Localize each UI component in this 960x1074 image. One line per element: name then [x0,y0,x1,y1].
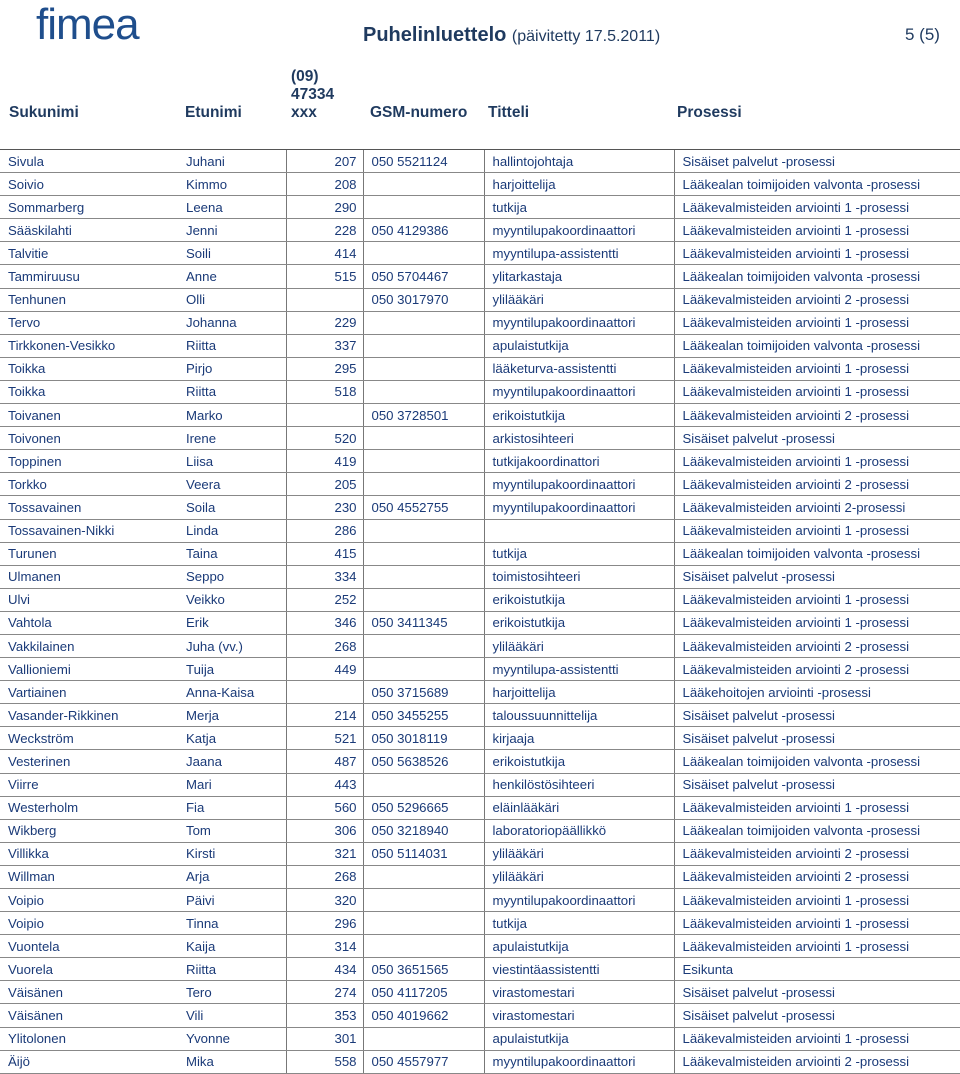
firstname-cell: Erik [178,611,286,634]
process-cell: Sisäiset palvelut -prosessi [674,704,960,727]
surname-cell: Äijö [0,1050,178,1073]
title-cell: erikoistutkija [484,404,674,427]
table-row [0,196,960,219]
header-phone-line3: xxx [291,104,317,121]
title-cell: erikoistutkija [484,588,674,611]
extension-cell: 205 [286,473,363,496]
title-cell: myyntilupakoordinaattori [484,1050,674,1073]
surname-cell: Väisänen [0,981,178,1004]
process-cell: Lääkevalmisteiden arviointi 1 -prosessi [674,519,960,542]
title-cell: viestintäassistentti [484,958,674,981]
firstname-cell: Taina [178,542,286,565]
gsm-cell: 050 3411345 [363,611,484,634]
extension-cell: 268 [286,634,363,657]
extension-cell: 521 [286,727,363,750]
extension-cell: 515 [286,265,363,288]
gsm-cell [363,427,484,450]
title-cell: toimistosihteeri [484,565,674,588]
gsm-cell [363,773,484,796]
firstname-cell: Tom [178,819,286,842]
title-cell: erikoistutkija [484,611,674,634]
process-cell: Sisäiset palvelut -prosessi [674,1004,960,1027]
extension-cell: 353 [286,1004,363,1027]
gsm-cell: 050 4019662 [363,1004,484,1027]
surname-cell: Wikberg [0,819,178,842]
table-row [0,658,960,681]
table-row [0,865,960,888]
surname-cell: Viirre [0,773,178,796]
gsm-cell: 050 4557977 [363,1050,484,1073]
table-row [0,750,960,773]
process-cell: Lääkevalmisteiden arviointi 1 -prosessi [674,796,960,819]
firstname-cell: Liisa [178,450,286,473]
gsm-cell [363,242,484,265]
title-cell: kirjaaja [484,727,674,750]
table-row [0,150,960,173]
surname-cell: Väisänen [0,1004,178,1027]
firstname-cell: Leena [178,196,286,219]
surname-cell: Weckström [0,727,178,750]
title-cell: virastomestari [484,1004,674,1027]
extension-cell: 207 [286,150,363,173]
table-row [0,473,960,496]
process-cell: Sisäiset palvelut -prosessi [674,565,960,588]
process-cell: Lääkevalmisteiden arviointi 1 -prosessi [674,912,960,935]
extension-cell: 321 [286,842,363,865]
extension-cell: 252 [286,588,363,611]
gsm-cell: 050 3651565 [363,958,484,981]
title-cell: arkistosihteeri [484,427,674,450]
firstname-cell: Fia [178,796,286,819]
surname-cell: Vuontela [0,935,178,958]
surname-cell: Tossavainen [0,496,178,519]
table-row [0,334,960,357]
surname-cell: Toikka [0,380,178,403]
extension-cell: 414 [286,242,363,265]
table-row [0,681,960,704]
process-cell: Lääkevalmisteiden arviointi 2 -prosessi [674,1050,960,1073]
surname-cell: Torkko [0,473,178,496]
firstname-cell: Mika [178,1050,286,1073]
gsm-cell [363,311,484,334]
firstname-cell: Marko [178,404,286,427]
firstname-cell: Riitta [178,334,286,357]
table-row [0,450,960,473]
extension-cell: 415 [286,542,363,565]
surname-cell: Voipio [0,889,178,912]
surname-cell: Sääskilahti [0,219,178,242]
surname-cell: Sommarberg [0,196,178,219]
process-cell: Lääkevalmisteiden arviointi 2 -prosessi [674,288,960,311]
gsm-cell: 050 4117205 [363,981,484,1004]
firstname-cell: Kirsti [178,842,286,865]
title-cell: eläinlääkäri [484,796,674,819]
table-row [0,542,960,565]
gsm-cell [363,196,484,219]
firstname-cell: Yvonne [178,1027,286,1050]
firstname-cell: Päivi [178,889,286,912]
table-row [0,958,960,981]
extension-cell [286,681,363,704]
firstname-cell: Linda [178,519,286,542]
gsm-cell [363,658,484,681]
title-cell: myyntilupa-assistentti [484,658,674,681]
firstname-cell: Mari [178,773,286,796]
extension-cell: 268 [286,865,363,888]
title-cell: harjoittelija [484,173,674,196]
surname-cell: Ulmanen [0,565,178,588]
gsm-cell [363,935,484,958]
header-phone-line2: 47334 [291,86,335,103]
firstname-cell: Vili [178,1004,286,1027]
firstname-cell: Juhani [178,150,286,173]
surname-cell: Toppinen [0,450,178,473]
firstname-cell: Riitta [178,958,286,981]
gsm-cell [363,450,484,473]
table-row [0,588,960,611]
gsm-cell [363,1027,484,1050]
title-cell: lääketurva-assistentti [484,357,674,380]
extension-cell: 301 [286,1027,363,1050]
title-cell: apulaistutkija [484,1027,674,1050]
gsm-cell: 050 5521124 [363,150,484,173]
title-cell: ylilääkäri [484,865,674,888]
gsm-cell [363,519,484,542]
surname-cell: Toivanen [0,404,178,427]
gsm-cell: 050 5638526 [363,750,484,773]
gsm-cell [363,542,484,565]
process-cell: Lääkevalmisteiden arviointi 1 -prosessi [674,380,960,403]
extension-cell [286,404,363,427]
table-row [0,796,960,819]
gsm-cell: 050 4129386 [363,219,484,242]
surname-cell: Vahtola [0,611,178,634]
gsm-cell [363,912,484,935]
process-cell: Lääkealan toimijoiden valvonta -prosessi [674,542,960,565]
gsm-cell [363,173,484,196]
process-cell: Lääkevalmisteiden arviointi 1 -prosessi [674,588,960,611]
title-cell: myyntilupakoordinaattori [484,889,674,912]
gsm-cell: 050 3728501 [363,404,484,427]
firstname-cell: Soila [178,496,286,519]
title-cell: ylilääkäri [484,288,674,311]
extension-cell: 518 [286,380,363,403]
table-row [0,842,960,865]
extension-cell: 419 [286,450,363,473]
table-row [0,634,960,657]
table-row [0,773,960,796]
process-cell: Lääkevalmisteiden arviointi 1 -prosessi [674,357,960,380]
table-row [0,311,960,334]
surname-cell: Soivio [0,173,178,196]
title-cell: myyntilupa-assistentti [484,242,674,265]
title-cell [484,519,674,542]
gsm-cell: 050 5114031 [363,842,484,865]
process-cell: Lääkevalmisteiden arviointi 2 -prosessi [674,473,960,496]
process-cell: Lääkealan toimijoiden valvonta -prosessi [674,750,960,773]
gsm-cell: 050 4552755 [363,496,484,519]
title-cell: ylitarkastaja [484,265,674,288]
page-title [363,24,660,47]
process-cell: Lääkevalmisteiden arviointi 1 -prosessi [674,219,960,242]
surname-cell: Ylitolonen [0,1027,178,1050]
extension-cell: 487 [286,750,363,773]
extension-cell: 228 [286,219,363,242]
title-cell: henkilöstösihteeri [484,773,674,796]
title-cell: ylilääkäri [484,842,674,865]
gsm-cell: 050 3018119 [363,727,484,750]
surname-cell: Sivula [0,150,178,173]
process-cell: Lääkevalmisteiden arviointi 2 -prosessi [674,404,960,427]
extension-cell: 443 [286,773,363,796]
firstname-cell: Merja [178,704,286,727]
gsm-cell: 050 5296665 [363,796,484,819]
surname-cell: Vakkilainen [0,634,178,657]
title-cell: myyntilupakoordinaattori [484,380,674,403]
firstname-cell: Tero [178,981,286,1004]
table-row [0,496,960,519]
title-cell: apulaistutkija [484,334,674,357]
process-cell: Sisäiset palvelut -prosessi [674,727,960,750]
process-cell: Lääkevalmisteiden arviointi 2 -prosessi [674,842,960,865]
gsm-cell: 050 3455255 [363,704,484,727]
title-main: Puhelinluettelo [363,24,507,46]
surname-cell: Vesterinen [0,750,178,773]
fimea-logo [36,2,161,46]
table-row [0,1004,960,1027]
surname-cell: Tenhunen [0,288,178,311]
header-etunimi: Etunimi [185,104,242,121]
extension-cell: 274 [286,981,363,1004]
table-row [0,1027,960,1050]
surname-cell: Talvitie [0,242,178,265]
process-cell: Lääkevalmisteiden arviointi 2 -prosessi [674,634,960,657]
gsm-cell [363,565,484,588]
surname-cell: Ulvi [0,588,178,611]
table-row [0,935,960,958]
header-phone-line1: (09) [291,68,319,85]
phone-directory-table [0,149,960,1074]
extension-cell: 295 [286,357,363,380]
process-cell: Sisäiset palvelut -prosessi [674,981,960,1004]
header-titteli: Titteli [488,104,530,121]
title-cell: erikoistutkija [484,750,674,773]
process-cell: Lääkehoitojen arviointi -prosessi [674,681,960,704]
extension-cell: 434 [286,958,363,981]
page-number: 5 (5) [905,25,940,44]
firstname-cell: Kimmo [178,173,286,196]
title-cell: myyntilupakoordinaattori [484,219,674,242]
process-cell: Sisäiset palvelut -prosessi [674,773,960,796]
surname-cell: Voipio [0,912,178,935]
title-cell: taloussuunnittelija [484,704,674,727]
surname-cell: Vuorela [0,958,178,981]
process-cell: Lääkevalmisteiden arviointi 1 -prosessi [674,611,960,634]
firstname-cell: Jenni [178,219,286,242]
firstname-cell: Arja [178,865,286,888]
surname-cell: Tossavainen-Nikki [0,519,178,542]
process-cell: Lääkevalmisteiden arviointi 1 -prosessi [674,1027,960,1050]
table-row [0,173,960,196]
firstname-cell: Kaija [178,935,286,958]
gsm-cell: 050 5704467 [363,265,484,288]
firstname-cell: Katja [178,727,286,750]
title-cell: ylilääkäri [484,634,674,657]
firstname-cell: Pirjo [178,357,286,380]
firstname-cell: Johanna [178,311,286,334]
process-cell: Lääkevalmisteiden arviointi 1 -prosessi [674,889,960,912]
title-cell: myyntilupakoordinaattori [484,311,674,334]
extension-cell: 558 [286,1050,363,1073]
extension-cell: 306 [286,819,363,842]
extension-cell: 230 [286,496,363,519]
process-cell: Lääkevalmisteiden arviointi 1 -prosessi [674,450,960,473]
gsm-cell [363,634,484,657]
table-row [0,611,960,634]
extension-cell: 560 [286,796,363,819]
extension-cell: 208 [286,173,363,196]
gsm-cell: 050 3218940 [363,819,484,842]
extension-cell [286,288,363,311]
extension-cell: 286 [286,519,363,542]
firstname-cell: Riitta [178,380,286,403]
extension-cell: 346 [286,611,363,634]
table-row [0,727,960,750]
process-cell: Lääkevalmisteiden arviointi 1 -prosessi [674,196,960,219]
title-cell: hallintojohtaja [484,150,674,173]
firstname-cell: Tinna [178,912,286,935]
header-gsm: GSM-numero [370,104,468,121]
process-cell: Lääkevalmisteiden arviointi 1 -prosessi [674,935,960,958]
title-cell: myyntilupakoordinaattori [484,473,674,496]
process-cell: Lääkealan toimijoiden valvonta -prosessi [674,265,960,288]
extension-cell: 229 [286,311,363,334]
process-cell: Sisäiset palvelut -prosessi [674,427,960,450]
header-prosessi: Prosessi [677,104,742,121]
svg-text:fimea: fimea [36,2,139,46]
process-cell: Lääkealan toimijoiden valvonta -prosessi [674,334,960,357]
table-row [0,1050,960,1073]
gsm-cell [363,473,484,496]
process-cell: Lääkevalmisteiden arviointi 2-prosessi [674,496,960,519]
process-cell: Esikunta [674,958,960,981]
extension-cell: 214 [286,704,363,727]
title-cell: harjoittelija [484,681,674,704]
firstname-cell: Anne [178,265,286,288]
extension-cell: 320 [286,889,363,912]
title-cell: tutkija [484,196,674,219]
firstname-cell: Veikko [178,588,286,611]
extension-cell: 314 [286,935,363,958]
table-row [0,288,960,311]
surname-cell: Tammiruusu [0,265,178,288]
extension-cell: 449 [286,658,363,681]
table-row [0,819,960,842]
extension-cell: 337 [286,334,363,357]
table-row [0,704,960,727]
surname-cell: Toikka [0,357,178,380]
extension-cell: 520 [286,427,363,450]
surname-cell: Tervo [0,311,178,334]
firstname-cell: Soili [178,242,286,265]
firstname-cell: Anna-Kaisa [178,681,286,704]
table-row [0,357,960,380]
table-row [0,219,960,242]
title-cell: apulaistutkija [484,935,674,958]
title-cell: myyntilupakoordinaattori [484,496,674,519]
title-cell: tutkija [484,542,674,565]
gsm-cell: 050 3715689 [363,681,484,704]
firstname-cell: Tuija [178,658,286,681]
firstname-cell: Veera [178,473,286,496]
process-cell: Sisäiset palvelut -prosessi [674,150,960,173]
table-body [0,150,960,1074]
process-cell: Lääkevalmisteiden arviointi 2 -prosessi [674,658,960,681]
surname-cell: Villikka [0,842,178,865]
table-row [0,912,960,935]
process-cell: Lääkevalmisteiden arviointi 1 -prosessi [674,242,960,265]
surname-cell: Vartiainen [0,681,178,704]
table-row [0,380,960,403]
surname-cell: Vallioniemi [0,658,178,681]
surname-cell: Willman [0,865,178,888]
process-cell: Lääkevalmisteiden arviointi 1 -prosessi [674,311,960,334]
gsm-cell [363,588,484,611]
table-row [0,889,960,912]
table-row [0,404,960,427]
table-row [0,242,960,265]
title-cell: virastomestari [484,981,674,1004]
table-row [0,265,960,288]
extension-cell: 296 [286,912,363,935]
surname-cell: Toivonen [0,427,178,450]
table-row [0,427,960,450]
extension-cell: 290 [286,196,363,219]
gsm-cell [363,334,484,357]
firstname-cell: Seppo [178,565,286,588]
surname-cell: Turunen [0,542,178,565]
firstname-cell: Irene [178,427,286,450]
title-cell: laboratoriopäällikkö [484,819,674,842]
extension-cell: 334 [286,565,363,588]
gsm-cell: 050 3017970 [363,288,484,311]
title-cell: tutkijakoordinattori [484,450,674,473]
process-cell: Lääkealan toimijoiden valvonta -prosessi [674,819,960,842]
firstname-cell: Olli [178,288,286,311]
table-row [0,981,960,1004]
surname-cell: Vasander-Rikkinen [0,704,178,727]
gsm-cell [363,865,484,888]
firstname-cell: Jaana [178,750,286,773]
surname-cell: Westerholm [0,796,178,819]
table-row [0,519,960,542]
gsm-cell [363,889,484,912]
header-phone [291,68,334,122]
gsm-cell [363,357,484,380]
title-cell: tutkija [484,912,674,935]
header-sukunimi: Sukunimi [9,104,79,121]
process-cell: Lääkevalmisteiden arviointi 2 -prosessi [674,865,960,888]
process-cell: Lääkealan toimijoiden valvonta -prosessi [674,173,960,196]
gsm-cell [363,380,484,403]
table-row [0,565,960,588]
title-updated: (päivitetty 17.5.2011) [511,28,661,45]
firstname-cell: Juha (vv.) [178,634,286,657]
surname-cell: Tirkkonen-Vesikko [0,334,178,357]
